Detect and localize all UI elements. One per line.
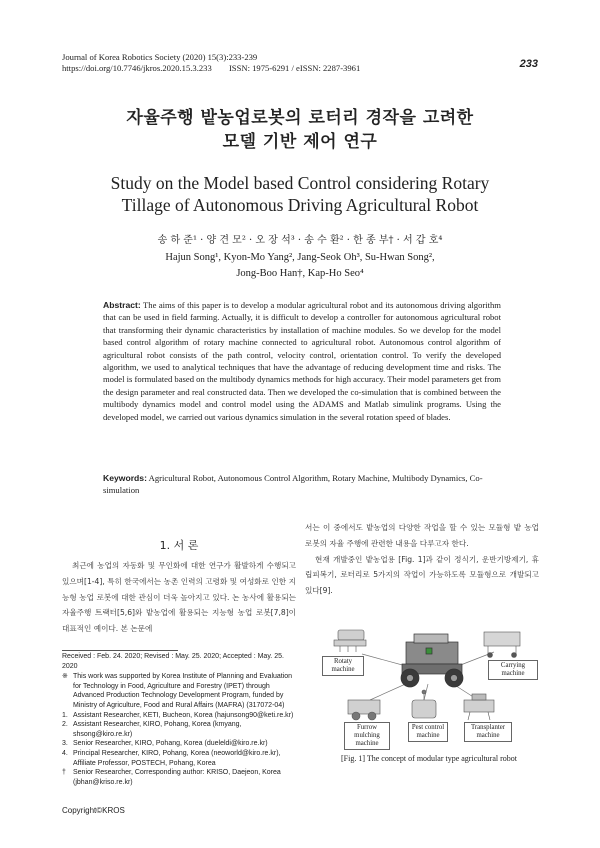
english-title-line-1: Study on the Model based Control considering Rotary: [110, 173, 490, 193]
footnote-received: Received : Feb. 24. 2020; Revised : May. 25. 2020; Accepted : May. 25. 2020: [62, 653, 284, 670]
label-transplanter-machine: Transplanter machine: [464, 722, 512, 742]
journal-citation: Journal of Korea Robotics Society (2020) 15(3):233-239: [62, 52, 258, 62]
introduction-paragraph-continued: 서는 이 중에서도 밭농업의 다양한 작업을 할 수 있는 모듈형 밭 농업 로봇의 자율 주행에 관련한 내용을 다루고자 한다.: [305, 523, 539, 548]
page-number: 233: [519, 58, 538, 70]
label-furrow-mulching-machine: Furrow mulching machine: [344, 722, 390, 750]
footnote-funding: ※ This work was supported by Korea Institute of Planning and Evaluation for Technology in Food, Agriculture and Forestry (IPET) through Advanced Production Technology Development Program, funded by Ministry of Agriculture, Food and Rural Affairs (MAFRA) (317072-04): [62, 673, 293, 709]
footnote-author-2: 2. Assistant Researcher, KIRO, Pohang, Korea (kmyang, shsong@kiro.re.kr): [62, 721, 242, 738]
abstract-label: Abstract:: [103, 300, 141, 310]
figure-1: [318, 624, 540, 752]
authors-english-line-2: Jong-Boo Han†, Kap-Ho Seo⁴: [236, 268, 364, 279]
label-carrying-machine: Carrying machine: [488, 660, 538, 680]
english-title-line-2: Tillage of Autonomous Driving Agricultural Robot: [121, 195, 479, 215]
footnotes: [62, 652, 296, 787]
footnote-divider: [62, 650, 178, 651]
label-rotary-machine: Rotaty machine: [322, 656, 364, 676]
introduction-paragraph-2: 현재 개발중인 밭농업용 [Fig. 1]과 같이 정식기, 운반기방제기, 휴립피복기, 로터리로 5가지의 작업이 가능하도록 모듈형으로 개발되고 있다[9].: [305, 554, 539, 596]
carrying-machine-image: [484, 632, 520, 658]
keywords-label: Keywords:: [103, 473, 147, 483]
footnote-author-1: 1. Assistant Researcher, KETI, Bucheon, Korea (hajunsong90@keti.re.kr): [62, 711, 294, 719]
transplanter-machine-image: [464, 694, 494, 720]
korean-title-line-1: 자율주행 밭농업로봇의 로터리 경작을 고려한: [126, 108, 474, 128]
furrow-mulching-machine-image: [348, 700, 380, 720]
footnote-author-4: 4. Principal Researcher, KIRO, Pohang, Korea (neoworld@kiro.re.kr), Affiliate Professor, POSTECH, Pohang, Korea: [62, 749, 281, 767]
copyright: Copyright©KROS: [62, 806, 125, 815]
introduction-column-2: [305, 520, 539, 599]
footnote-author-3: 3. Senior Researcher, KIRO, Pohang, Korea (dueleldi@kiro.re.kr): [62, 740, 268, 748]
keywords: [103, 472, 501, 497]
introduction-paragraph-1: 최근에 농업의 자동화 및 무인화에 대한 연구가 활발하게 수행되고 있으며[1-4], 특히 한국에서는 농촌 인력의 고령화 및 여성화로 인한 지능형 농업 로봇에 대한 관심이 더욱 높아지고 있다. 논 농사에 활용되는 자율주행 트랙터[5,6]와 밭농업에 활용되는 지능형 농업 로봇[7,8]이 대표적인 예이다. 본 논문에: [62, 561, 296, 634]
abstract: [103, 299, 501, 423]
doi-issn-line: https://doi.org/10.7746/jkros.2020.15.3.233 ISSN: 1975-6291 / eISSN: 2287-3961: [62, 63, 361, 73]
footnote-corresponding-author: † Senior Researcher, Corresponding author: KRISO, Daejeon, Korea (jbhan@kriso.re.kr): [62, 769, 281, 786]
section-heading-introduction: 1. 서 론: [159, 539, 199, 552]
authors-english-line-1: Hajun Song¹, Kyon-Mo Yang², Jang-Seok Oh³, Su-Hwan Song²,: [165, 252, 435, 263]
agricultural-robot-image: [401, 634, 463, 687]
keywords-text: Agricultural Robot, Autonomous Control Algorithm, Rotary Machine, Multibody Dynamics, Co-simulation: [103, 473, 483, 496]
pest-control-machine-image: [412, 690, 436, 718]
authors-korean: 송 하 준¹ · 양 견 모² · 오 장 석³ · 송 수 환² · 한 종 부† · 서 갑 호⁴: [157, 235, 443, 246]
rotary-machine-image: [334, 630, 366, 652]
label-pest-control-machine: Pest control machine: [408, 722, 448, 742]
figure-1-caption: [Fig. 1] The concept of modular type agricultural robot: [340, 754, 518, 763]
abstract-text: The aims of this paper is to develop a modular agricultural robot and its autonomous driving algorithm that can be used in field farming. Actually, it is difficult to develop a controller for autonomous agricultural robot that transforming their dynamic characteristics by installation of machine modules. So we develop for the model based control algorithm of rotary machine connected to agricultural robot. Autonomous control algorithm of agricultural robot consists of the path control, velocity control, orientation control. To verify the developed algorithm, we used to analytical techniques that have the advantage of reducing development time and risks. The model is formulated based on the multibody dynamics methods for high accuracy. Their model parameters get from the design parameter and real constructed data. Then we developed the co-simulation that is combined between the multibody dynamics model and control model using the ADAMS and Matlab simulink programs. Using the developed model, we carried out various dynamics simulation in the several rotation speed of blades.: [103, 300, 501, 422]
korean-title-line-2: 모델 기반 제어 연구: [222, 132, 378, 152]
